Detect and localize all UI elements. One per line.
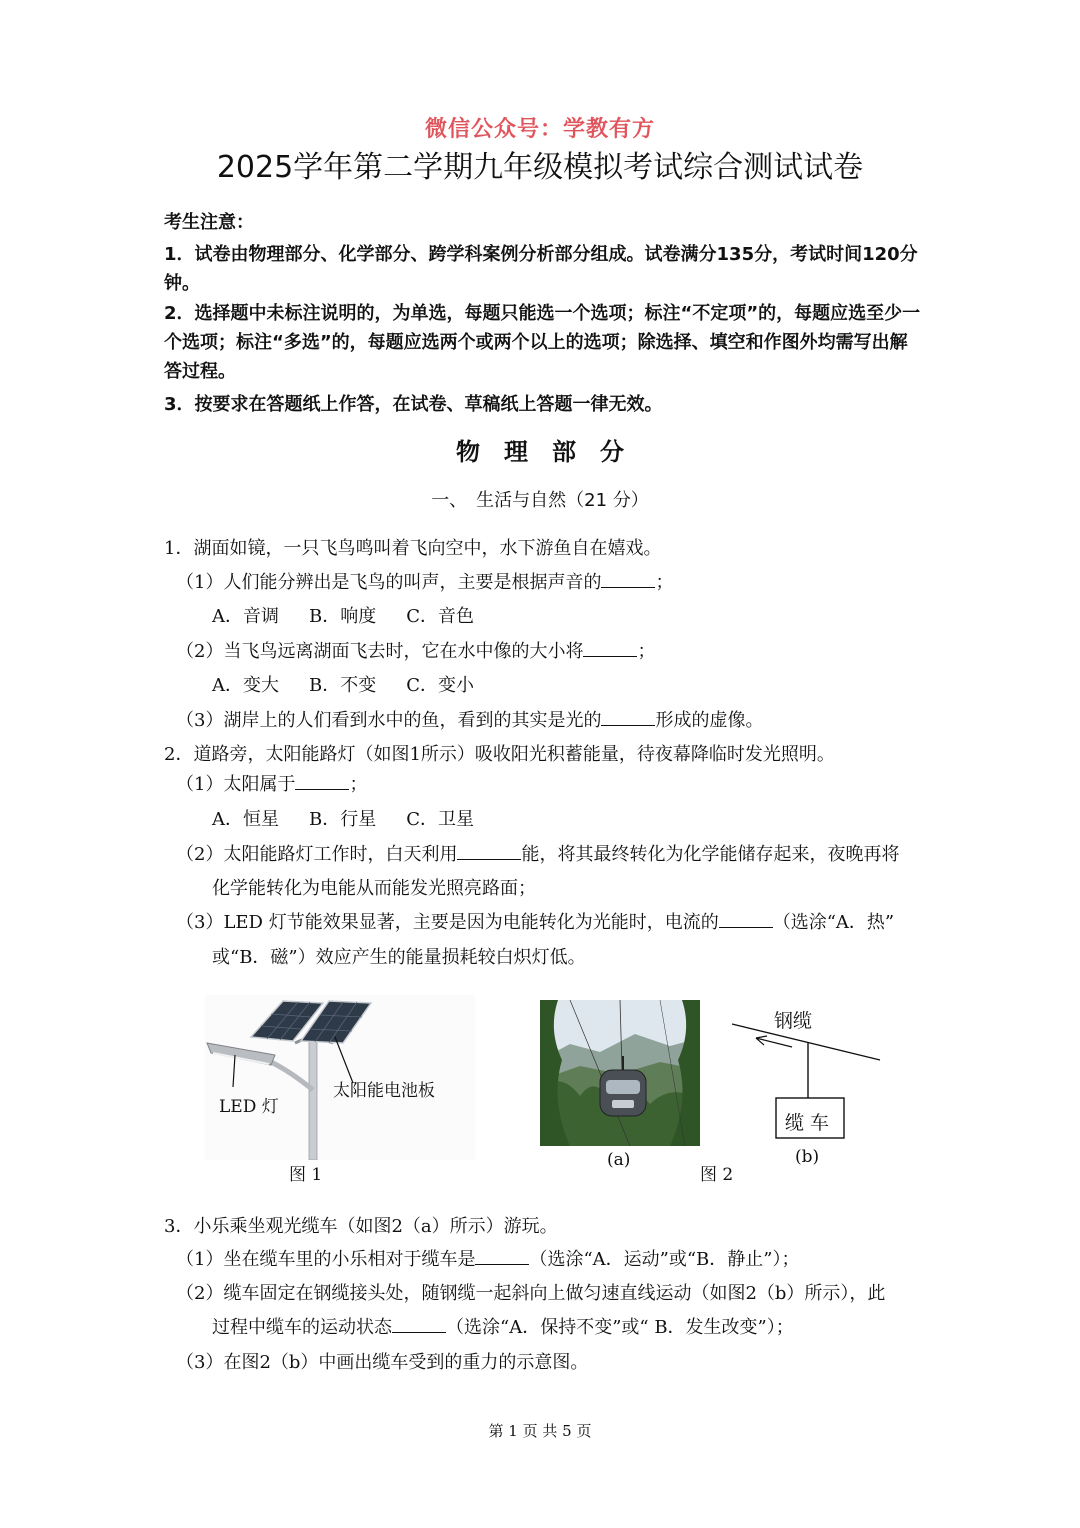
q3-part1-end: （选涂“A．运动”或“B．静止”）； bbox=[529, 1249, 800, 1270]
q1-part2 bbox=[176, 635, 924, 669]
q3-stem: 3．小乐乘坐观光缆车（如图2（a）所示）游玩。 bbox=[164, 1216, 558, 1237]
option-b: B．响度 bbox=[309, 606, 377, 627]
q2-part1-options bbox=[212, 803, 504, 837]
option-b: B．行星 bbox=[309, 809, 377, 830]
option-a: A．音调 bbox=[212, 606, 279, 627]
q2-part2 bbox=[176, 838, 924, 872]
q1-part2-text: （2）当飞鸟远离湖面飞去时，它在水中像的大小将 bbox=[176, 641, 584, 662]
fig2-caption: 图 2 bbox=[700, 1165, 734, 1185]
q2-part1-text: （1）太阳属于 bbox=[176, 774, 296, 795]
fig2b-caption: (b) bbox=[795, 1147, 820, 1167]
q3-part2-cont bbox=[212, 1311, 924, 1345]
fig1-led-label: LED 灯 bbox=[219, 1097, 279, 1117]
fig1-caption: 图 1 bbox=[289, 1165, 323, 1185]
q3-part2-cont-end: （选涂“A．保持不变”或“ B．发生改变”）； bbox=[446, 1317, 794, 1338]
q1-part1-text: （1）人们能分辨出是飞鸟的叫声，主要是根据声音的 bbox=[176, 572, 602, 593]
q2-part1 bbox=[176, 768, 924, 802]
q1-part3-end: 形成的虚像。 bbox=[655, 710, 764, 731]
cable-car-photo bbox=[540, 1000, 700, 1146]
q2-part2-cont: 化学能转化为电能从而能发光照亮路面； bbox=[212, 878, 536, 899]
page-footer: 第 1 页 共 5 页 bbox=[488, 1422, 592, 1440]
q1-part3-text: （3）湖岸上的人们看到水中的鱼，看到的其实是光的 bbox=[176, 710, 602, 731]
answer-blank bbox=[719, 909, 773, 928]
fig2a-caption: (a) bbox=[607, 1150, 631, 1170]
answer-blank bbox=[392, 1314, 446, 1333]
q1-part1-end: ； bbox=[655, 572, 674, 593]
option-a: A．恒星 bbox=[212, 809, 279, 830]
option-a: A．变大 bbox=[212, 675, 279, 696]
answer-blank bbox=[295, 771, 349, 790]
answer-blank bbox=[601, 707, 655, 726]
q2-part3-cont: 或“B．磁”）效应产生的能量损耗较白炽灯低。 bbox=[212, 947, 586, 968]
q2-part3-text: （3）LED 灯节能效果显著，主要是因为电能转化为光能时，电流的 bbox=[176, 912, 719, 933]
q2-stem: 2．道路旁，太阳能路灯（如图1所示）吸收阳光积蓄能量，待夜幕降临时发光照明。 bbox=[164, 744, 835, 765]
fig2b-cable-label: 钢缆 bbox=[774, 1010, 813, 1032]
figure-2a-cable-car-photo bbox=[540, 1000, 700, 1146]
q2-part2-end: 能，将其最终转化为化学能储存起来，夜晚再将 bbox=[521, 844, 900, 865]
q2-part3 bbox=[176, 906, 924, 940]
answer-blank bbox=[601, 569, 655, 588]
q3-part1-text: （1）坐在缆车里的小乐相对于缆车是 bbox=[176, 1249, 476, 1270]
option-b: B．不变 bbox=[309, 675, 377, 696]
notice-item-1: 1．试卷由物理部分、化学部分、跨学科案例分析部分组成。试卷满分135分，考试时间120分钟。 bbox=[164, 244, 918, 294]
q3-part3: （3）在图2（b）中画出缆车受到的重力的示意图。 bbox=[176, 1352, 589, 1373]
q2-part3-end: （选涂“A．热” bbox=[772, 912, 895, 933]
option-c: C．音色 bbox=[406, 606, 475, 627]
q2-part2-text: （2）太阳能路灯工作时，白天利用 bbox=[176, 844, 458, 865]
fig2b-car-label: 缆 车 bbox=[785, 1112, 830, 1134]
exam-title: 2025学年第二学期九年级模拟考试综合测试试卷 bbox=[216, 150, 864, 185]
watermark: 微信公众号：学教有方 bbox=[424, 117, 655, 142]
notice-heading: 考生注意： bbox=[164, 212, 254, 233]
answer-blank bbox=[583, 638, 637, 657]
q1-part3 bbox=[176, 704, 924, 738]
q1-part1 bbox=[176, 566, 924, 600]
q3-part2-cont-text: 过程中缆车的运动状态 bbox=[212, 1317, 392, 1338]
notice-item-2: 2．选择题中未标注说明的，为单选，每题只能选一个选项；标注“不定项”的，每题应选至少一个选项；标注“多选”的，每题应选两个或两个以上的选项；除选择、填空和作图外均需写出解答过程。 bbox=[164, 303, 921, 382]
answer-blank bbox=[475, 1246, 529, 1265]
q1-stem: 1．湖面如镜，一只飞鸟鸣叫着飞向空中，水下游鱼自在嬉戏。 bbox=[164, 538, 662, 559]
q1-part2-options bbox=[212, 669, 504, 703]
q1-part1-options bbox=[212, 600, 504, 634]
part-title: 物 理 部 分 bbox=[456, 438, 624, 466]
q3-part2: （2）缆车固定在钢缆接头处，随钢缆一起斜向上做匀速直线运动（如图2（b）所示），此 bbox=[176, 1283, 886, 1304]
answer-blank bbox=[457, 841, 521, 860]
fig1-panel-label: 太阳能电池板 bbox=[333, 1081, 435, 1101]
q2-part1-end: ； bbox=[349, 774, 368, 795]
option-c: C．变小 bbox=[406, 675, 475, 696]
notice-item-3: 3．按要求在答题纸上作答，在试卷、草稿纸上答题一律无效。 bbox=[164, 394, 663, 415]
option-c: C．卫星 bbox=[406, 809, 475, 830]
section-title: 一、 生活与自然（21 分） bbox=[431, 490, 649, 511]
q3-part1 bbox=[176, 1243, 924, 1277]
q1-part2-end: ； bbox=[637, 641, 656, 662]
